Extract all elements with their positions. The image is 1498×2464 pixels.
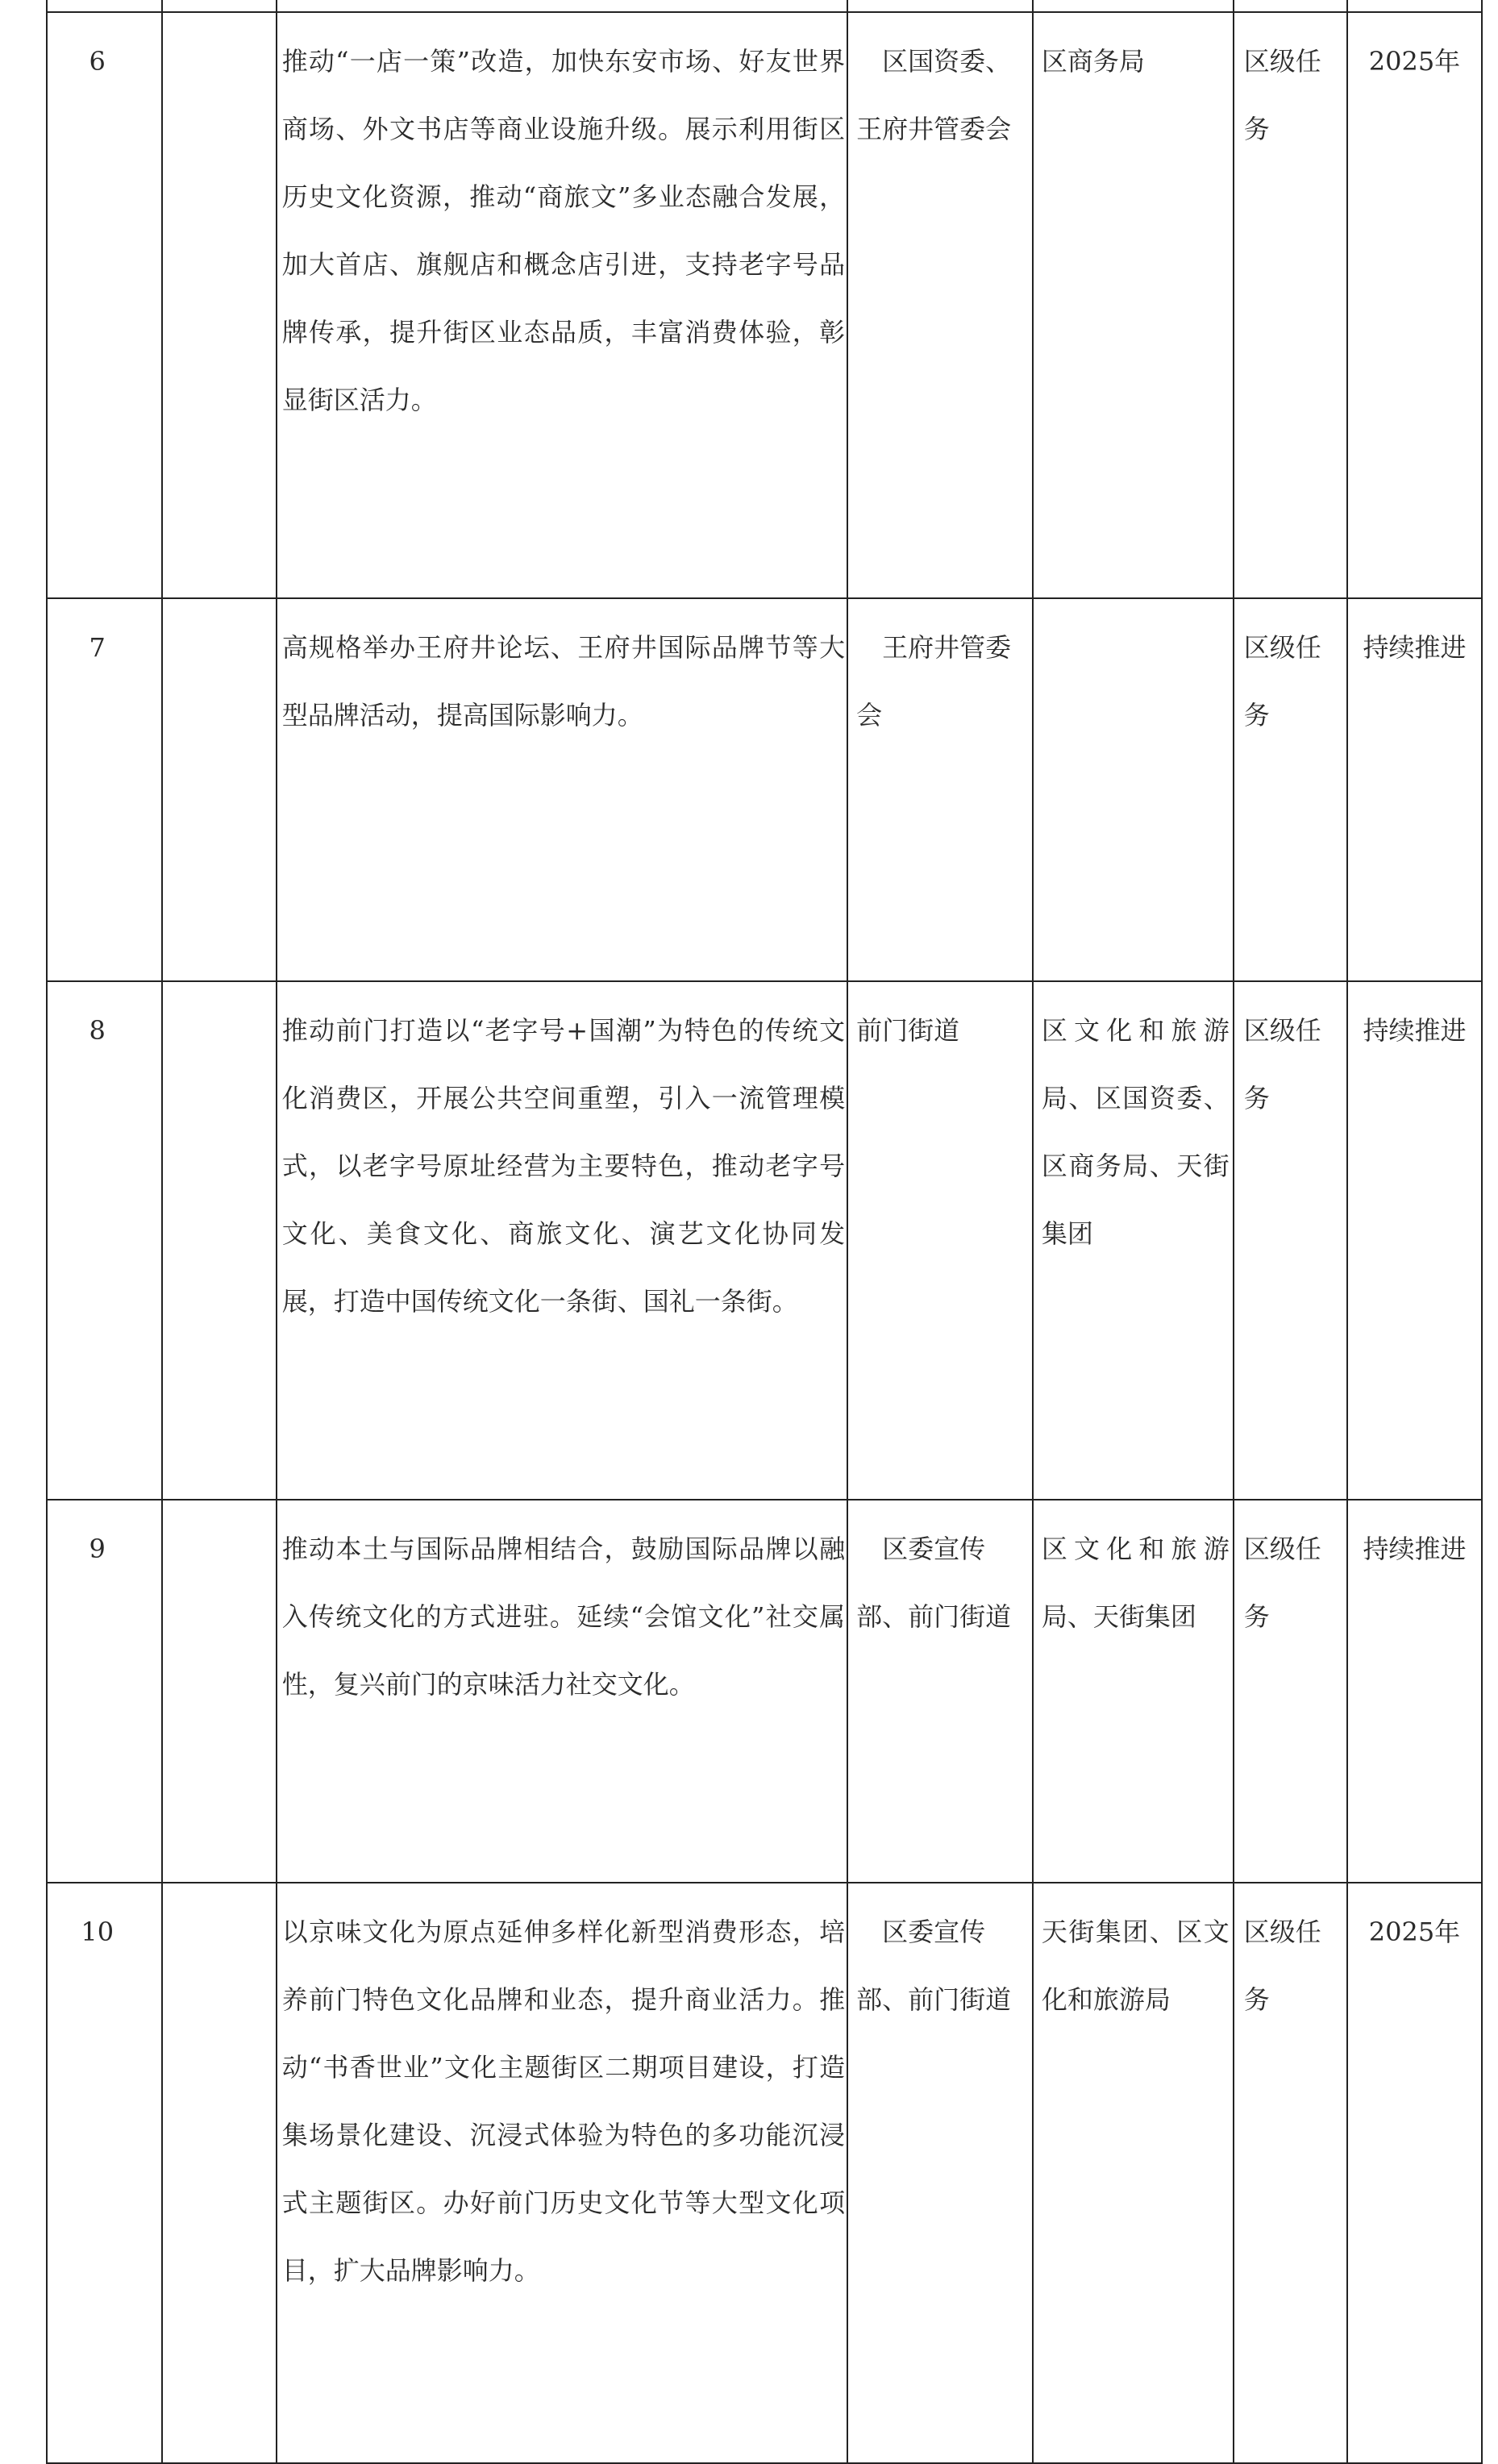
task-level-cell xyxy=(1234,598,1347,981)
table-row xyxy=(47,1500,1482,1883)
table-row xyxy=(47,12,1482,598)
lead-unit: 王府井管委会 xyxy=(856,632,1012,730)
task-cell xyxy=(277,1500,847,1883)
cooperating-unit: 天街集团、区文化和旅游局 xyxy=(1041,1917,1230,2015)
deadline-cell xyxy=(1347,12,1482,598)
deadline-cell xyxy=(1347,981,1482,1500)
cooperating-unit-cell xyxy=(1033,1500,1234,1883)
lead-unit: 区委宣传部、前门街道 xyxy=(856,1917,1012,2015)
task-level: 区级任务 xyxy=(1243,1917,1321,2015)
empty-cell xyxy=(162,1883,276,2463)
cooperating-unit: 区文化和旅游局、天街集团 xyxy=(1041,1534,1230,1632)
table-row xyxy=(47,981,1482,1500)
cooperating-unit-cell xyxy=(1033,12,1234,598)
row-number-cell xyxy=(47,1500,162,1883)
task-level-cell xyxy=(1234,981,1347,1500)
task-table xyxy=(46,0,1483,2464)
deadline: 持续推进 xyxy=(1363,632,1467,663)
lead-unit: 前门街道 xyxy=(856,1015,960,1046)
deadline: 2025年 xyxy=(1368,1917,1461,1947)
row-number: 7 xyxy=(89,632,106,663)
deadline-cell xyxy=(1347,1500,1482,1883)
empty-cell xyxy=(162,981,276,1500)
empty-cell xyxy=(162,12,276,598)
lead-unit-cell xyxy=(847,12,1033,598)
deadline: 持续推进 xyxy=(1363,1015,1467,1046)
cooperating-unit: 区文化和旅游局、区国资委、区商务局、天街集团 xyxy=(1041,1015,1230,1249)
empty-cell xyxy=(162,1500,276,1883)
row-number-cell xyxy=(47,1883,162,2463)
task-cell xyxy=(277,598,847,981)
row-number: 10 xyxy=(81,1917,114,1947)
task-cell xyxy=(277,981,847,1500)
task-description: 推动本土与国际品牌相结合，鼓励国际品牌以融入传统文化的方式进驻。延续“会馆文化”社交属性，复兴前门的京味活力社交文化。 xyxy=(281,1534,846,1700)
deadline-cell xyxy=(1347,1883,1482,2463)
cooperating-unit: 区商务局 xyxy=(1041,46,1145,77)
task-level: 区级任务 xyxy=(1243,1534,1321,1632)
deadline: 持续推进 xyxy=(1363,1534,1467,1564)
cooperating-unit-cell xyxy=(1033,981,1234,1500)
deadline: 2025年 xyxy=(1368,46,1461,77)
task-level-cell xyxy=(1234,1500,1347,1883)
task-level-cell xyxy=(1234,1883,1347,2463)
task-cell xyxy=(277,12,847,598)
lead-unit: 区委宣传部、前门街道 xyxy=(856,1534,1012,1632)
task-description: 高规格举办王府井论坛、王府井国际品牌节等大型品牌活动，提高国际影响力。 xyxy=(281,632,846,730)
cooperating-unit-cell xyxy=(1033,598,1234,981)
row-number-cell xyxy=(47,598,162,981)
empty-cell xyxy=(162,598,276,981)
task-cell xyxy=(277,1883,847,2463)
lead-unit-cell xyxy=(847,1500,1033,1883)
cooperating-unit-cell xyxy=(1033,1883,1234,2463)
table-row xyxy=(47,1883,1482,2463)
task-description: 以京味文化为原点延伸多样化新型消费形态，培养前门特色文化品牌和业态，提升商业活力。推动“书香世业”文化主题街区二期项目建设，打造集场景化建设、沉浸式体验为特色的多功能沉浸式主题街区。办好前门历史文化节等大型文化项目，扩大品牌影响力。 xyxy=(281,1917,846,2286)
lead-unit-cell xyxy=(847,598,1033,981)
task-level: 区级任务 xyxy=(1243,1015,1321,1113)
task-level: 区级任务 xyxy=(1243,46,1321,144)
task-level-cell xyxy=(1234,12,1347,598)
table-row-previous xyxy=(47,0,1482,12)
row-number: 8 xyxy=(89,1015,106,1046)
task-level: 区级任务 xyxy=(1243,632,1321,730)
task-description: 推动前门打造以“老字号+国潮”为特色的传统文化消费区，开展公共空间重塑，引入一流管理模式，以老字号原址经营为主要特色，推动老字号文化、美食文化、商旅文化、演艺文化协同发展，打造中国传统文化一条街、国礼一条街。 xyxy=(281,1015,846,1317)
lead-unit-cell xyxy=(847,981,1033,1500)
table-row xyxy=(47,598,1482,981)
deadline-cell xyxy=(1347,598,1482,981)
task-description: 推动“一店一策”改造，加快东安市场、好友世界商场、外文书店等商业设施升级。展示利用街区历史文化资源，推动“商旅文”多业态融合发展，加大首店、旗舰店和概念店引进，支持老字号品牌传承，提升街区业态品质，丰富消费体验，彰显街区活力。 xyxy=(281,46,846,415)
row-number-cell xyxy=(47,981,162,1500)
cooperating-unit xyxy=(1034,599,1233,614)
row-number: 9 xyxy=(89,1534,106,1564)
row-number-cell xyxy=(47,12,162,598)
lead-unit-cell xyxy=(847,1883,1033,2463)
row-number: 6 xyxy=(89,46,106,77)
lead-unit: 区国资委、王府井管委会 xyxy=(856,46,1012,144)
